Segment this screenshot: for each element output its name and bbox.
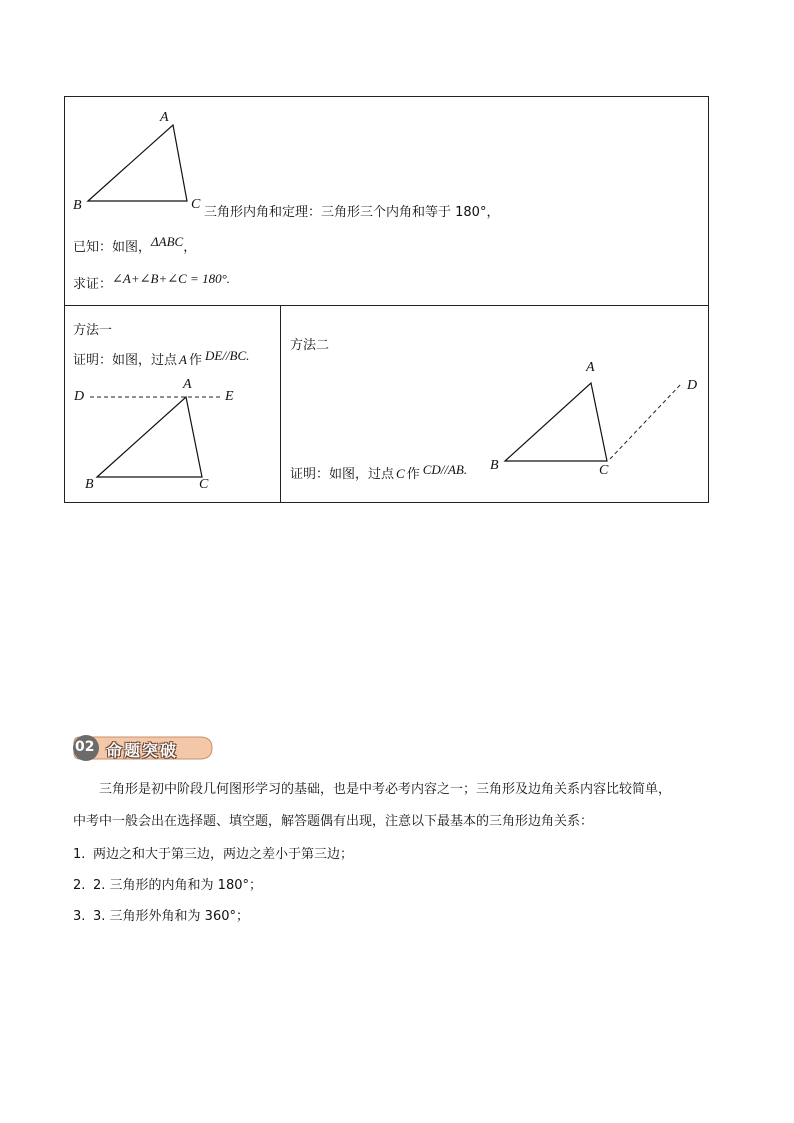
m2-label-a: A xyxy=(586,360,595,375)
table-border-divider xyxy=(280,305,281,503)
m2-label-d: D xyxy=(687,378,698,393)
method2-proof-mid: 作 xyxy=(406,467,420,482)
label-b: B xyxy=(73,198,82,213)
badge-title: 命题突破 xyxy=(106,741,179,760)
table-border-top xyxy=(64,96,709,97)
method2-construct: CD//AB. xyxy=(422,462,468,477)
prove-label: 求证： xyxy=(73,277,113,292)
given-line xyxy=(73,236,196,255)
m1-label-a: A xyxy=(183,377,192,392)
method1-construct: DE//BC. xyxy=(204,348,250,363)
list-text: 两边之和大于第三边，两边之差小于第三边； xyxy=(93,847,354,862)
line-cd xyxy=(610,383,682,459)
prove-math: ∠A+∠B+∠C = 180°. xyxy=(112,271,231,286)
method2-proof-prefix: 证明：如图，过点 xyxy=(290,467,395,482)
list-num: 2. xyxy=(73,878,86,893)
list-num: 1. xyxy=(73,847,86,862)
m1-label-e: E xyxy=(225,389,234,404)
intro-line-1: 三角形是初中阶段几何图形学习的基础，也是中考必考内容之一；三角形及边角关系内容比较简单， xyxy=(99,782,672,797)
m1-label-d: D xyxy=(74,389,85,404)
method2-title: 方法二 xyxy=(290,338,330,353)
list-item xyxy=(73,843,353,862)
triangle-abc-method2 xyxy=(505,383,607,461)
intro-line-2: 中考中一般会出在选择题、填空题，解答题偶有出现，注意以下最基本的三角形边角关系： xyxy=(73,814,594,829)
given-math: ΔABC xyxy=(151,234,184,249)
list-text: 3. 三角形外角和为 360°； xyxy=(93,909,249,924)
method2-proof xyxy=(290,463,467,482)
list-text: 2. 三角形的内角和为 180°； xyxy=(93,878,262,893)
method1-proof-prefix: 证明：如图，过点 xyxy=(73,353,178,368)
method1-figure xyxy=(85,390,225,480)
label-c: C xyxy=(191,197,201,212)
triangle-abc xyxy=(88,125,187,201)
table-border-bottom xyxy=(64,502,709,503)
m1-label-b: B xyxy=(85,477,94,492)
given-label: 已知：如图， xyxy=(73,240,152,255)
method2-figure xyxy=(500,375,690,470)
method2-point: C xyxy=(396,466,405,481)
method1-proof-mid: 作 xyxy=(188,353,202,368)
method1-point: A xyxy=(179,352,187,367)
list-num: 3. xyxy=(73,909,86,924)
label-a: A xyxy=(160,110,169,125)
triangle-abc-figure xyxy=(66,106,206,216)
m2-label-c: C xyxy=(599,463,609,478)
table-border-mid xyxy=(64,305,709,306)
triangle-abc-method1 xyxy=(97,397,202,477)
prove-line xyxy=(73,273,230,292)
badge-number: 02 xyxy=(75,739,95,755)
method1-proof xyxy=(73,349,249,368)
m2-label-b: B xyxy=(490,458,499,473)
given-end: ， xyxy=(183,240,197,255)
theorem-text: 三角形内角和定理：三角形三个内角和等于 180°， xyxy=(204,205,500,220)
m1-label-c: C xyxy=(199,477,209,492)
table-border-left xyxy=(64,96,65,503)
method1-title: 方法一 xyxy=(73,323,113,338)
section-badge xyxy=(72,734,214,762)
table-border-right xyxy=(708,96,709,503)
list-item xyxy=(73,905,249,924)
list-item xyxy=(73,874,262,893)
